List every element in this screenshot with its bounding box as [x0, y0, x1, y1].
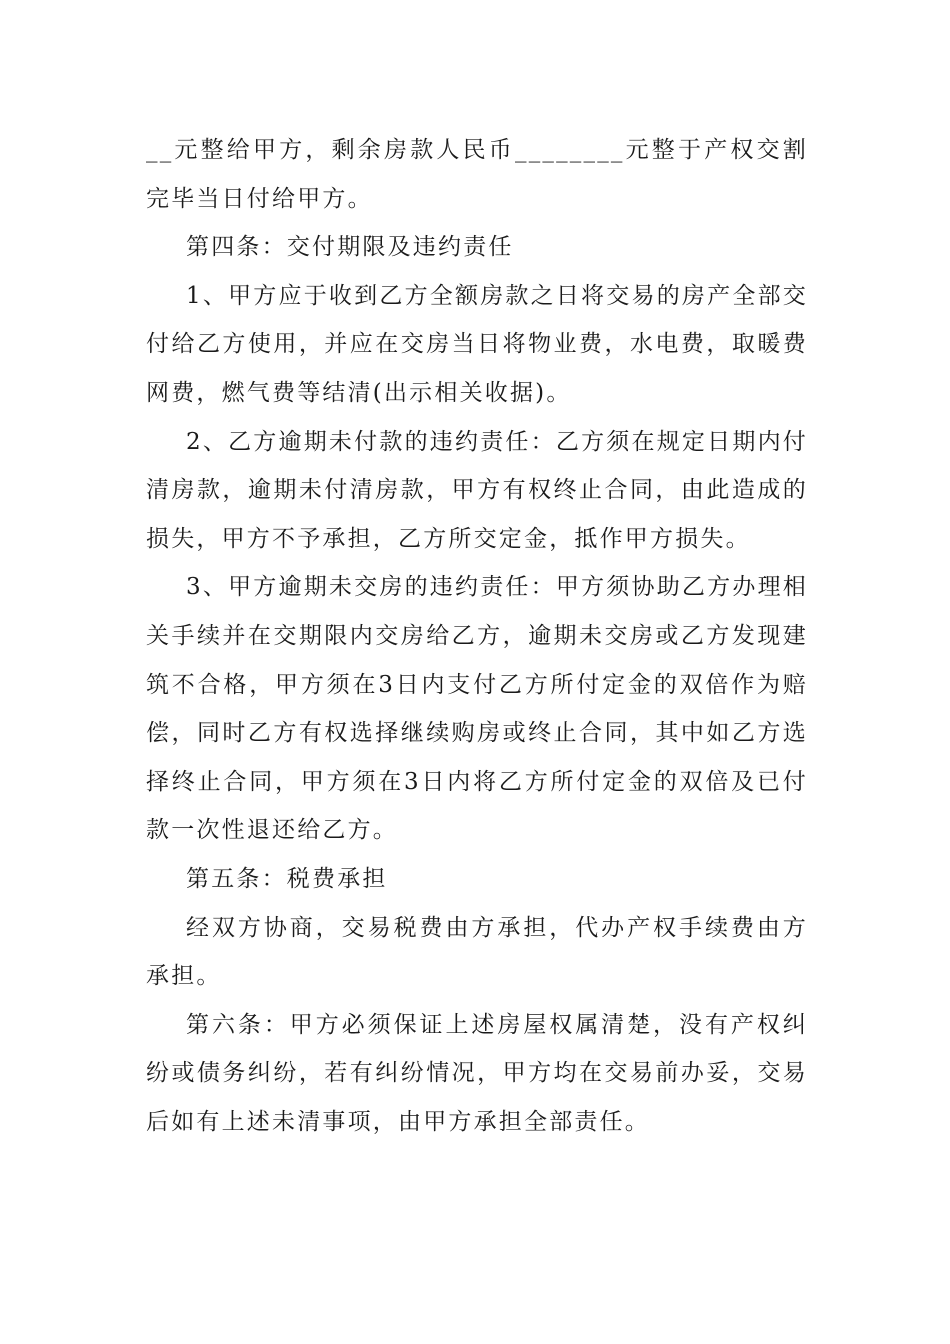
- document-body: [146, 126, 808, 1146]
- article-5-heading: 第五条：税费承担: [186, 865, 388, 892]
- article-4-clause-1: 1、甲方应于收到乙方全额房款之日将交易的房产全部交付给乙方使用，并应在交房当日将物业费，水电费，取暖费网费，燃气费等结清(出示相关收据)。: [146, 282, 808, 406]
- article-4-clause-3: 3、甲方逾期未交房的违约责任：甲方须协助乙方办理相关手续并在交期限内交房给乙方，逾期未交房或乙方发现建筑不合格，甲方须在3日内支付乙方所付定金的双倍作为赔偿，同时乙方有权选择继续购房或终止合同，其中如乙方选择终止合同，甲方须在3日内将乙方所付定金的双倍及已付款一次性退还给乙方。: [146, 574, 808, 844]
- article-6-paragraph: 第六条：甲方必须保证上述房屋权属清楚，没有产权纠纷或债务纠纷，若有纠纷情况，甲方均在交易前办妥，交易后如有上述未清事项，由甲方承担全部责任。: [146, 1011, 808, 1135]
- article-4-clause-2: 2、乙方逾期未付款的违约责任：乙方须在规定日期内付清房款，逾期未付清房款，甲方有权终止合同，由此造成的损失，甲方不予承担，乙方所交定金，抵作甲方损失。: [146, 428, 808, 552]
- article-5-body: 经双方协商，交易税费由方承担，代办产权手续费由方承担。: [146, 914, 808, 990]
- paragraph-payment-remainder: __元整给甲方，剩余房款人民币________元整于产权交割完毕当日付给甲方。: [146, 137, 808, 212]
- article-4-heading: 第四条：交付期限及违约责任: [186, 234, 514, 261]
